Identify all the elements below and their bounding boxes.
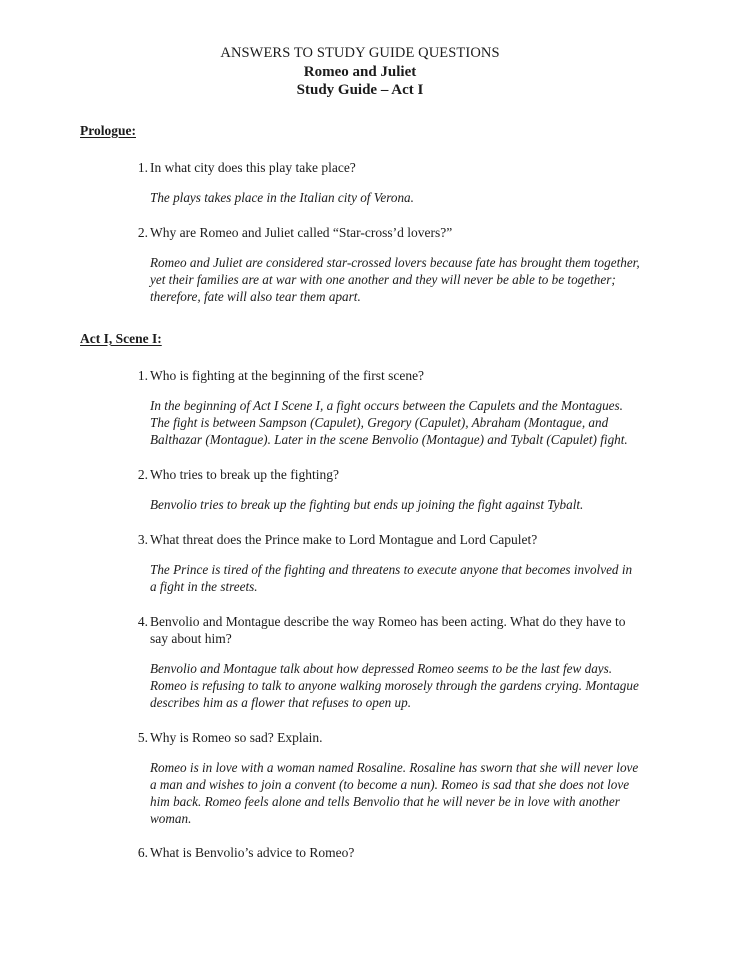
section-heading-act-i-scene-i: Act I, Scene I: [80,330,162,346]
list-item [80,844,640,861]
study-guide-subtitle: Study Guide – Act I [296,82,424,98]
list-item [80,466,640,513]
list-item [80,729,640,827]
answer-text: The Prince is tired of the fighting and threatens to execute anyone that becomes involved in a fight in the streets. [150,561,633,594]
play-title: Romeo and Juliet [303,63,417,80]
list-item [80,531,640,595]
item-number: 3. [137,531,148,547]
document-title-block [80,40,640,100]
list-item [80,367,640,448]
item-number: 2. [137,224,148,240]
item-number: 2. [137,466,148,482]
item-number: 4. [137,613,148,629]
answer-text: Romeo is in love with a woman named Rosaline. Rosaline has sworn that she will never love a man and wishes to join a convent (to become a nun). Romeo is sad that she does not love him back. Romeo feels alone and tells Benvolio that he will never be in love with another woman. [150,759,639,826]
list-item [80,224,640,305]
answer-text: The plays takes place in the Italian city of Verona. [150,189,414,205]
question-list-prologue [80,159,640,305]
page-title: ANSWERS TO STUDY GUIDE QUESTIONS [220,45,500,61]
question-text: What is Benvolio’s advice to Romeo? [150,844,355,860]
question-text: Why is Romeo so sad? Explain. [150,729,323,745]
section-act-i-scene-i [80,331,640,861]
answer-text: Benvolio and Montague talk about how depressed Romeo seems to be the last few days. Romeo is refusing to talk to anyone walking morosely through the gardens crying. Montague describes him as a flower that refuses to open up. [150,660,639,710]
list-item [80,159,640,206]
question-text: Benvolio and Montague describe the way Romeo has been acting. What do they have to say about him? [150,613,626,646]
section-heading-prologue: Prologue: [80,122,136,138]
answer-text: Benvolio tries to break up the fighting but ends up joining the fight against Tybalt. [150,496,584,512]
question-text: Who is fighting at the beginning of the first scene? [150,367,425,383]
question-text: Why are Romeo and Juliet called “Star-cross’d lovers?” [150,224,453,240]
list-item [80,613,640,711]
item-number: 1. [137,159,148,175]
item-number: 5. [137,729,148,745]
question-list-act-i-scene-i [80,367,640,861]
question-text: Who tries to break up the fighting? [150,466,339,482]
answer-text: In the beginning of Act I Scene I, a fight occurs between the Capulets and the Montagues. The fight is between Sampson (Capulet), Gregory (Capulet), Abraham (Montague, and Balthazar (Montague). Later in the scene Benvolio (Montague) and Tybalt (Capulet) fight. [150,397,628,447]
question-text: In what city does this play take place? [150,159,356,175]
question-text: What threat does the Prince make to Lord Montague and Lord Capulet? [150,531,538,547]
section-prologue [80,123,640,305]
answer-text: Romeo and Juliet are considered star-crossed lovers because fate has brought them together, yet their families are at war with one another and they will never be able to be together; therefore, fate will also tear them apart. [150,254,640,304]
item-number: 6. [137,844,148,860]
item-number: 1. [137,367,148,383]
